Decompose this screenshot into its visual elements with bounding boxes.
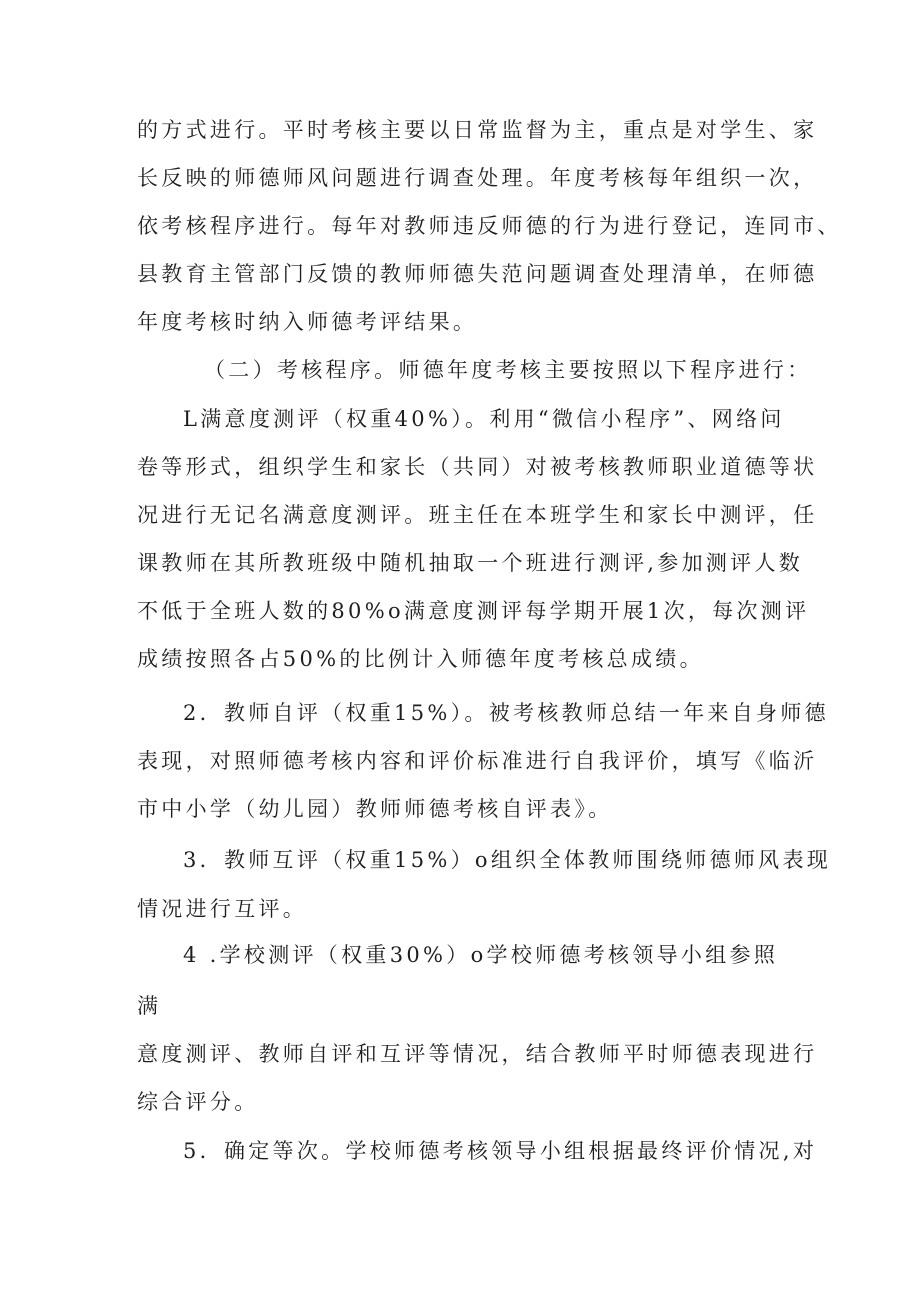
paragraph-line: 不低于全班人数的80%o满意度测评每学期开展1次，每次测评 [137,599,810,623]
paragraph-line: 表现，对照师德考核内容和评价标准进行自我评价，填写《临沂 [137,749,818,773]
paragraph-line: 满 [137,994,162,1018]
paragraph-line: 情况进行互评。 [137,897,308,921]
paragraph-line: 意度测评、教师自评和互评等情况，结合教师平时师德表现进行 [137,1042,818,1066]
paragraph-line: 成绩按照各占50%的比例计入师德年度考核总成绩。 [137,647,704,671]
paragraph-line: 长反映的师德师风问题进行调查处理。年度考核每年组织一次， [137,166,818,190]
section-heading-line: （二）考核程序。师德年度考核主要按照以下程序进行： [204,358,812,382]
paragraph-line: 依考核程序进行。每年对教师违反师德的行为进行登记，连同市、 [137,214,842,238]
paragraph-line: 4 .学校测评（权重30%）o学校师德考核领导小组参照 [183,943,779,967]
paragraph-line: L满意度测评（权重40%）。利用“微信小程序”、网络问 [183,407,785,431]
paragraph-line: 2．教师自评（权重15%）。被考核教师总结一年来自身师德 [183,701,829,725]
paragraph-line: 年度考核时纳入师德考评结果。 [137,310,478,334]
paragraph-line: 5．确定等次。学校师德考核领导小组根据最终评价情况,对 [183,1139,818,1163]
paragraph-line: 课教师在其所教班级中随机抽取一个班进行测评,参加测评人数 [137,551,804,575]
paragraph-line: 的方式进行。平时考核主要以日常监督为主，重点是对学生、家 [137,118,818,142]
paragraph-line: 县教育主管部门反馈的教师师德失范问题调查处理清单，在师德 [137,262,818,286]
paragraph-line: 市中小学（幼儿园）教师师德考核自评表》。 [137,797,613,821]
paragraph-line: 3．教师互评（权重15%）o组织全体教师围绕师德师风表现 [183,848,832,872]
paragraph-line: 况进行无记名满意度测评。班主任在本班学生和家长中测评，任 [137,503,818,527]
paragraph-line: 综合评分。 [137,1090,259,1114]
paragraph-line: 卷等形式，组织学生和家长（共同）对被考核教师职业道德等状 [137,455,818,479]
